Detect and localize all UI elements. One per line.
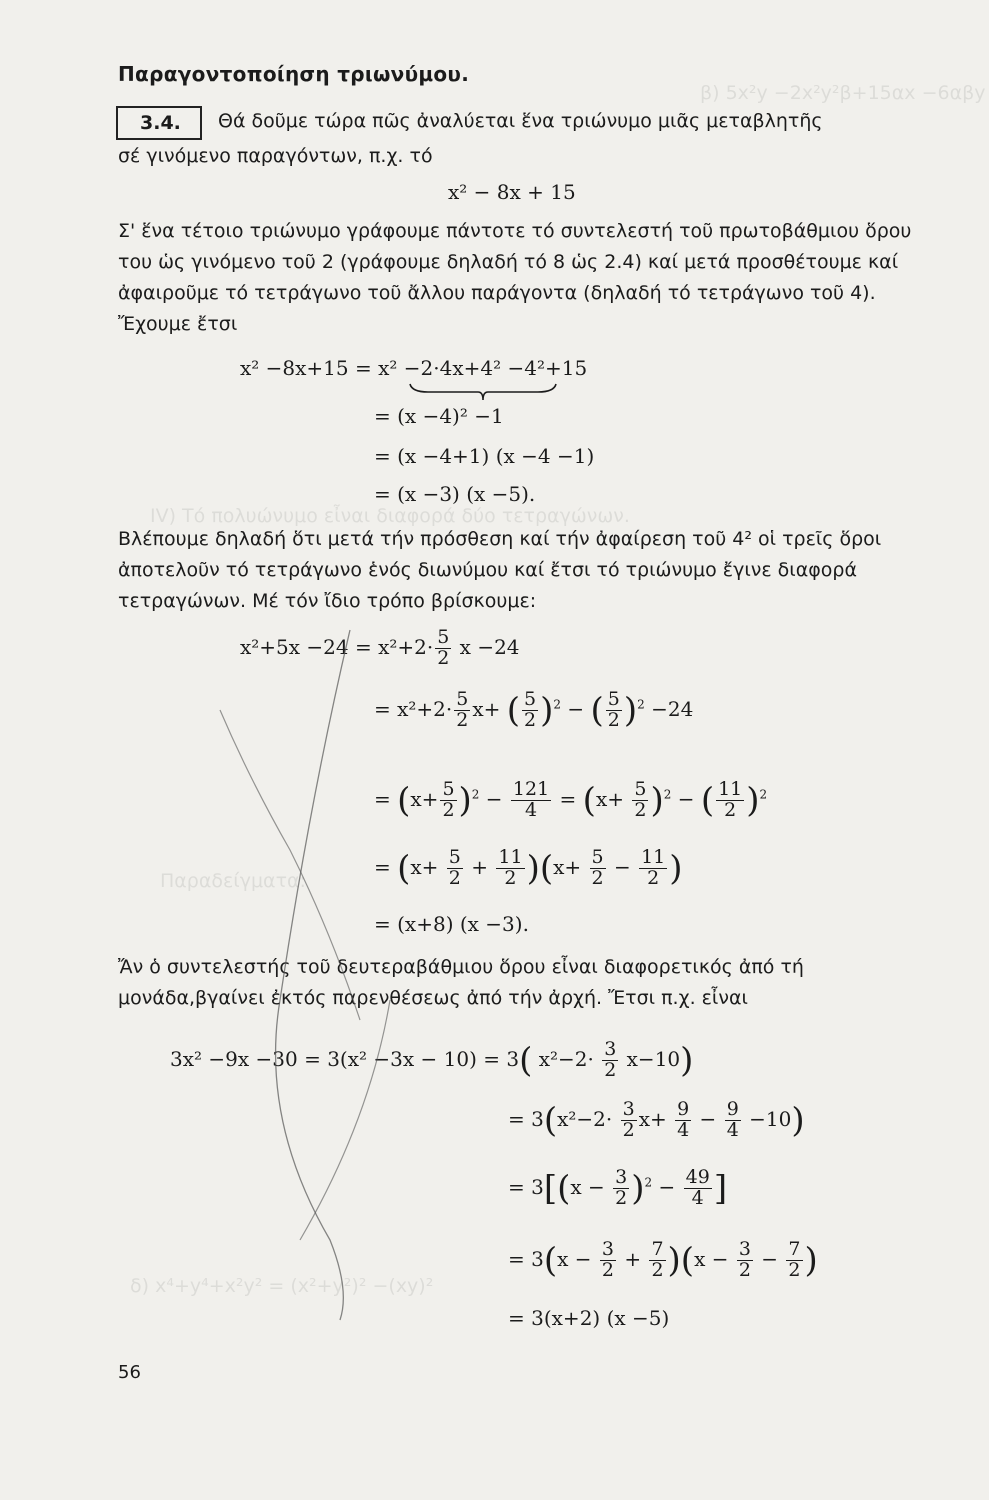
ex2-line1: x²+5x −24 = x²+2· $\frac{5}{2}$ x −24 [240, 626, 520, 669]
bleed-through-text: β) 5x²y −2x²y²β+15αx −6αβy [700, 82, 986, 104]
bleed-through-text: δ) x⁴+y⁴+x²y² = (x²+y²)² −(xy)² [130, 1275, 434, 1297]
ex2-line2: = x²+2· $\frac{5}{2}$ x+ ( $\frac{5}{2}$ )$^2$ − ( $\frac{5}{2}$ )$^2$ −24 [374, 688, 694, 731]
underbrace [408, 382, 558, 404]
bleed-through-text: IV) Τό πολυώνυμο εἶναι διαφορά δύο τετραγώνων. [150, 505, 630, 527]
intro-line-1: Θά δοῦμε τώρα πῶς ἀναλύεται ἕνα τριώνυμο μιᾶς μεταβλητῆς [218, 110, 823, 132]
page-number: 56 [118, 1362, 141, 1383]
ex3-final: = 3(x+2) (x −5) [508, 1306, 670, 1330]
section-number: 3.4. [116, 106, 202, 140]
ex3-line1: 3x² −9x −30 = 3(x² −3x − 10) = 3( x²−2· $\frac{3}{2}$ x−10) [170, 1038, 694, 1081]
ex1-step2: = (x −4)² −1 [374, 404, 504, 428]
intro-line-2: σέ γινόμενο παραγόντων, π.χ. τό [118, 145, 433, 167]
ex1-lhs: x² −8x+15 [240, 356, 349, 380]
page-heading: Παραγοντοποίηση τριωνύμου. [118, 62, 470, 86]
ex1-step3: = (x −4+1) (x −4 −1) [374, 444, 595, 468]
ex2-line4: = (x+ $\frac{5}{2}$ + $\frac{11}{2}$ )(x+ $\frac{5}{2}$ − $\frac{11}{2}$ ) [374, 846, 683, 889]
ex3-line2: = 3(x²−2· $\frac{3}{2}$ x+ $\frac{9}{4}$ − $\frac{9}{4}$ −10) [508, 1098, 805, 1141]
ex1-step4: = (x −3) (x −5). [374, 482, 536, 506]
ex1-rest: −4²+15 [501, 356, 588, 380]
middle-paragraph: Βλέπουμε δηλαδή ὅτι μετά τήν πρόσθεση καί τήν ἀφαίρεση τοῦ 4² οἱ τρεῖς ὅροι ἀποτελοῦν τό τετράγωνο ἑνός διωνύμου καί ἔτσι τό τριώνυμο ἔγινε διαφορά τετραγώνων. Μέ τόν ἴδιο τρόπο βρίσκουμε: [118, 528, 882, 612]
ex1-equation: x² −8x+15 = x² −2·4x+4² −4²+15 [240, 356, 588, 380]
ex2-final: = (x+8) (x −3). [374, 912, 529, 936]
explanation-paragraph: Σ' ἕνα τέτοιο τριώνυμο γράφουμε πάντοτε τό συντελεστή τοῦ πρωτοβάθμιου ὅρου του ὡς γινόμενο τοῦ 2 (γράφουμε δηλαδή τό 8 ὡς 2.4) καί μετά προσθέτουμε καί ἀφαιροῦμε τό τετράγωνο τοῦ ἄλλου παράγοντα (δηλαδή τό τετράγωνο τοῦ 4). Ἔχουμε ἔτσι [118, 220, 912, 335]
ex3-line4: = 3(x − $\frac{3}{2}$ + $\frac{7}{2}$ )(x − $\frac{3}{2}$ − $\frac{7}{2}$ ) [508, 1238, 818, 1281]
ex1-under-brace: x² −2·4x+4² [378, 356, 502, 380]
example-trinomial: x² − 8x + 15 [448, 180, 576, 204]
bleed-through-text: Παραδείγματα: [160, 870, 306, 892]
pencil-scribble [190, 600, 450, 1380]
third-paragraph: Ἄν ὁ συντελεστής τοῦ δευτεραβάθμιου ὅρου εἶναι διαφορετικός ἀπό τή μονάδα,βγαίνει ἐκτός παρενθέσεως ἀπό τήν ἀρχή. Ἔτσι π.χ. εἶναι [118, 956, 804, 1009]
ex2-line3: = (x+ $\frac{5}{2}$ )$^2$ − $\frac{121}{4}$ = (x+ $\frac{5}{2}$ )$^2$ − ( $\frac{11}{2}$ )$^2$ [374, 778, 768, 821]
ex3-line3: = 3[(x − $\frac{3}{2}$ )$^2$ − $\frac{49}{4}$ ] [508, 1166, 728, 1209]
